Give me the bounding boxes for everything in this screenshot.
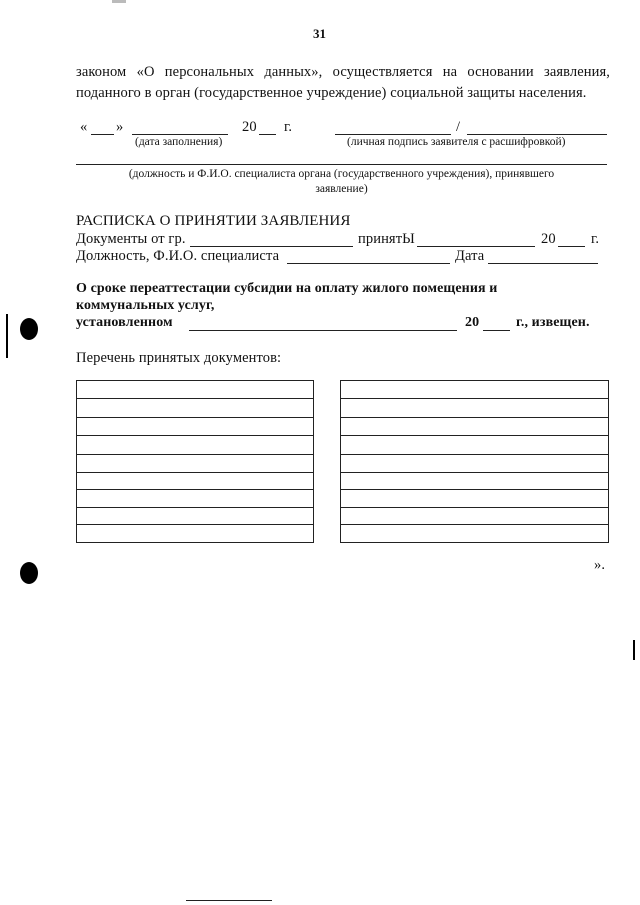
documents-table-left xyxy=(76,380,314,543)
table-row xyxy=(341,524,608,525)
notice-year-blank xyxy=(483,330,510,331)
month-blank xyxy=(132,134,228,135)
notice-line-2: коммунальных услуг, xyxy=(76,298,215,313)
receipt-position-label: Должность, Ф.И.О. специалиста xyxy=(76,248,280,264)
receipt-title: РАСПИСКА О ПРИНЯТИИ ЗАЯВЛЕНИЯ xyxy=(76,213,351,229)
scan-mark xyxy=(112,0,126,3)
right-edge-mark xyxy=(633,640,635,660)
specialist-caption-2: заявление) xyxy=(315,183,368,195)
day-blank xyxy=(91,134,114,135)
closing-quote: ». xyxy=(594,557,606,573)
receipt-year-suffix: г. xyxy=(591,231,600,247)
date-year-prefix: 20 xyxy=(242,119,257,135)
receipt-accepted: принятЫ xyxy=(358,231,415,247)
table-row xyxy=(77,472,313,473)
receipt-year-prefix: 20 xyxy=(541,231,556,247)
table-row xyxy=(341,435,608,436)
left-edge-mark xyxy=(6,314,8,358)
signature-blank xyxy=(335,134,451,135)
table-row xyxy=(77,435,313,436)
documents-list-label: Перечень принятых документов: xyxy=(76,350,282,366)
notice-date-blank xyxy=(189,330,457,331)
bottom-scan-line xyxy=(186,900,272,901)
table-row xyxy=(77,454,313,455)
table-row xyxy=(341,398,608,399)
date-caption: (дата заполнения) xyxy=(135,136,223,148)
table-row xyxy=(341,507,608,508)
receipt-citizen-blank xyxy=(190,246,353,247)
notice-established: установленном xyxy=(76,315,173,330)
table-row xyxy=(341,417,608,418)
table-row xyxy=(341,472,608,473)
table-row xyxy=(77,489,313,490)
punch-hole-bottom xyxy=(20,562,38,584)
receipt-date-blank xyxy=(417,246,535,247)
punch-hole-top xyxy=(20,318,38,340)
date-quote-open: « xyxy=(80,119,88,135)
receipt-date-label: Дата xyxy=(455,248,485,264)
signature-name-blank xyxy=(467,134,607,135)
signature-slash: / xyxy=(456,119,461,135)
table-row xyxy=(77,507,313,508)
table-row xyxy=(77,417,313,418)
notice-year-prefix: 20 xyxy=(465,315,480,330)
receipt-date-value-blank xyxy=(488,263,598,264)
date-quote-close: » xyxy=(116,119,124,135)
specialist-line xyxy=(76,164,607,165)
receipt-year-blank xyxy=(558,246,585,247)
intro-line-2: поданного в орган (государственное учреждение) социальной защиты населения. xyxy=(76,85,587,101)
notice-tail: г., извещен. xyxy=(516,315,590,330)
table-row xyxy=(77,398,313,399)
signature-caption: (личная подпись заявителя с расшифровкой) xyxy=(347,136,566,148)
page-number: 31 xyxy=(313,26,326,41)
receipt-position-blank xyxy=(287,263,450,264)
table-row xyxy=(341,454,608,455)
specialist-caption-1: (должность и Ф.И.О. специалиста органа (государственного учреждения), принявшего xyxy=(128,168,555,180)
notice-line-1: О сроке переаттестации субсидии на оплату жилого помещения и xyxy=(76,281,498,296)
year-blank xyxy=(259,134,276,135)
documents-table-right xyxy=(340,380,609,543)
table-row xyxy=(77,524,313,525)
date-year-suffix: г. xyxy=(284,119,293,135)
receipt-docs-from: Документы от гр. xyxy=(76,231,186,247)
intro-line-1: законом «О персональных данных», осуществляется на основании заявления, xyxy=(76,64,610,80)
table-row xyxy=(341,489,608,490)
